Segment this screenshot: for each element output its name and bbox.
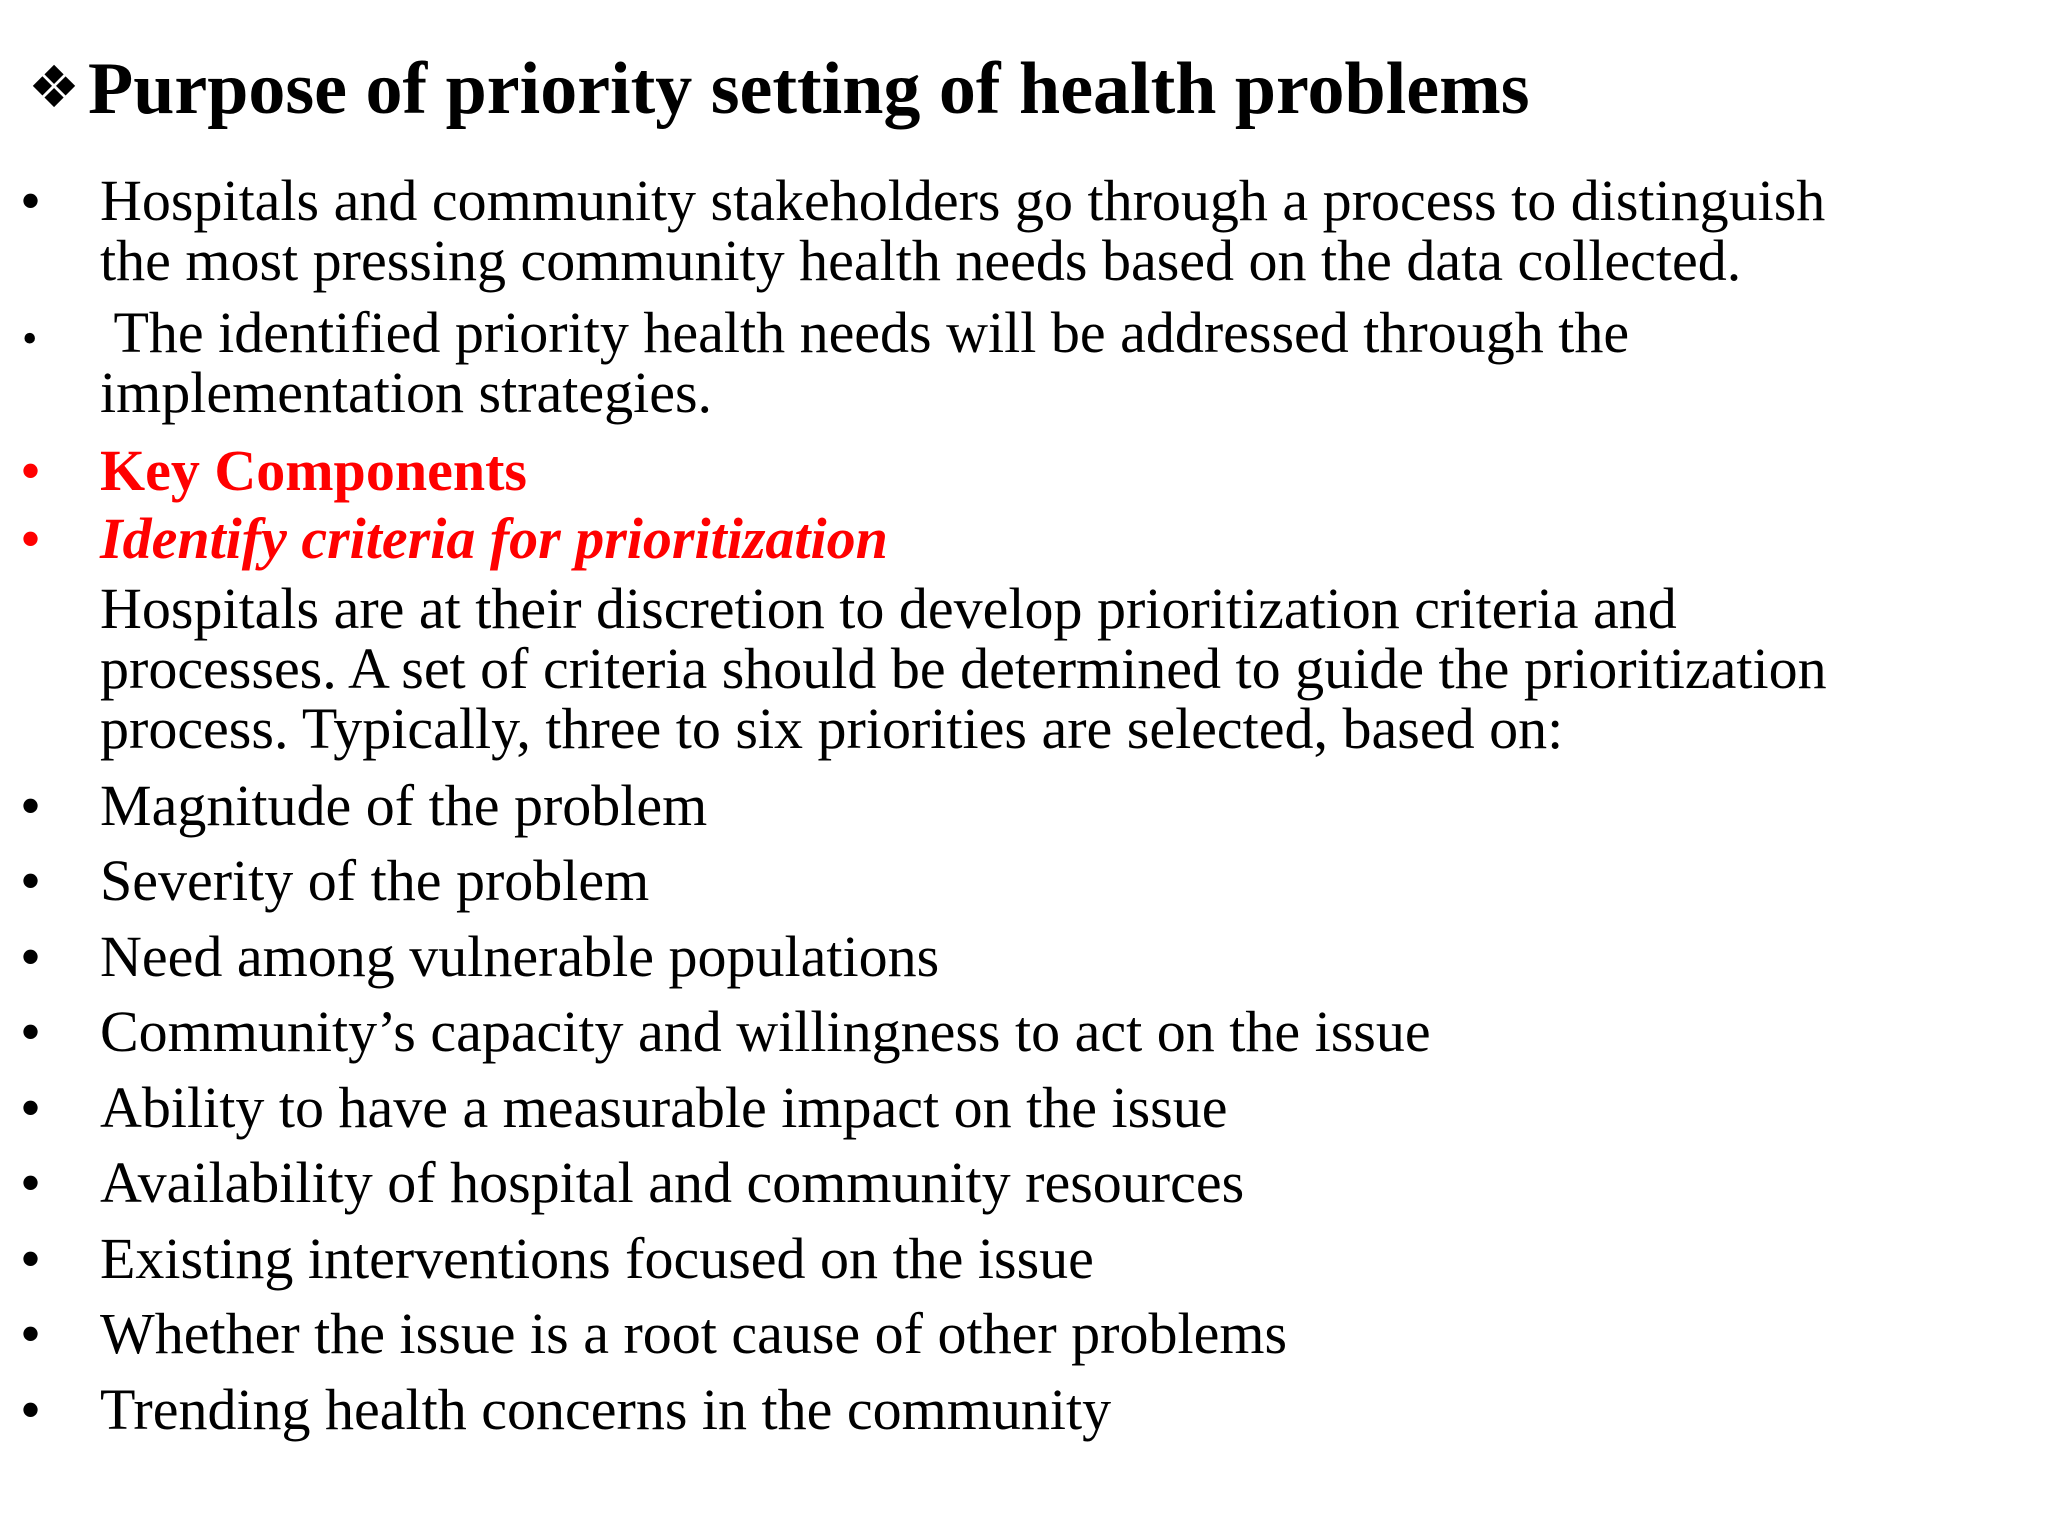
criterion-text: Trending health concerns in the community [100, 1377, 1112, 1442]
criterion-text: Existing interventions focused on the issue [100, 1226, 1094, 1291]
paragraph-line: Hospitals and community stakeholders go through a process to distinguish [100, 168, 1826, 233]
diamond-bullet-icon: ❖ [28, 53, 80, 121]
criterion-text: Need among vulnerable populations [100, 924, 940, 989]
bullet-icon: • [20, 999, 42, 1065]
criteria-description-line: process. Typically, three to six priorities are selected, based on: [100, 696, 1564, 761]
bullet-icon: • [20, 773, 42, 839]
slide-title-text: Purpose of priority setting of health problems [88, 48, 1530, 130]
key-components-heading: Key Components [100, 438, 527, 503]
criterion-text: Availability of hospital and community resources [100, 1150, 1245, 1215]
bullet-icon: • [20, 1150, 42, 1216]
bullet-icon: • [20, 506, 42, 572]
criterion-text: Severity of the problem [100, 848, 650, 913]
bullet-icon: • [20, 924, 42, 990]
bullet-icon: • [20, 1075, 42, 1141]
bullet-icon: • [20, 848, 42, 914]
paragraph-line: the most pressing community health needs based on the data collected. [100, 228, 1742, 293]
bullet-icon: • [20, 168, 42, 234]
slide-title [28, 44, 1530, 132]
criterion-text: Community’s capacity and willingness to act on the issue [100, 999, 1431, 1064]
criteria-heading: Identify criteria for prioritization [100, 506, 888, 571]
criterion-text: Magnitude of the problem [100, 773, 708, 838]
paragraph-line: The identified priority health needs will be addressed through the [100, 300, 1630, 365]
criteria-description-line: Hospitals are at their discretion to develop prioritization criteria and [100, 576, 1677, 641]
bullet-icon: • [20, 1301, 42, 1367]
criteria-description-line: processes. A set of criteria should be determined to guide the prioritization [100, 636, 1827, 701]
paragraph-line: implementation strategies. [100, 360, 713, 425]
bullet-icon: • [20, 1377, 42, 1443]
bullet-icon: • [22, 314, 38, 363]
criterion-text: Ability to have a measurable impact on the issue [100, 1075, 1228, 1140]
bullet-icon: • [20, 1226, 42, 1292]
criterion-text: Whether the issue is a root cause of other problems [100, 1301, 1288, 1366]
bullet-icon: • [20, 438, 42, 504]
